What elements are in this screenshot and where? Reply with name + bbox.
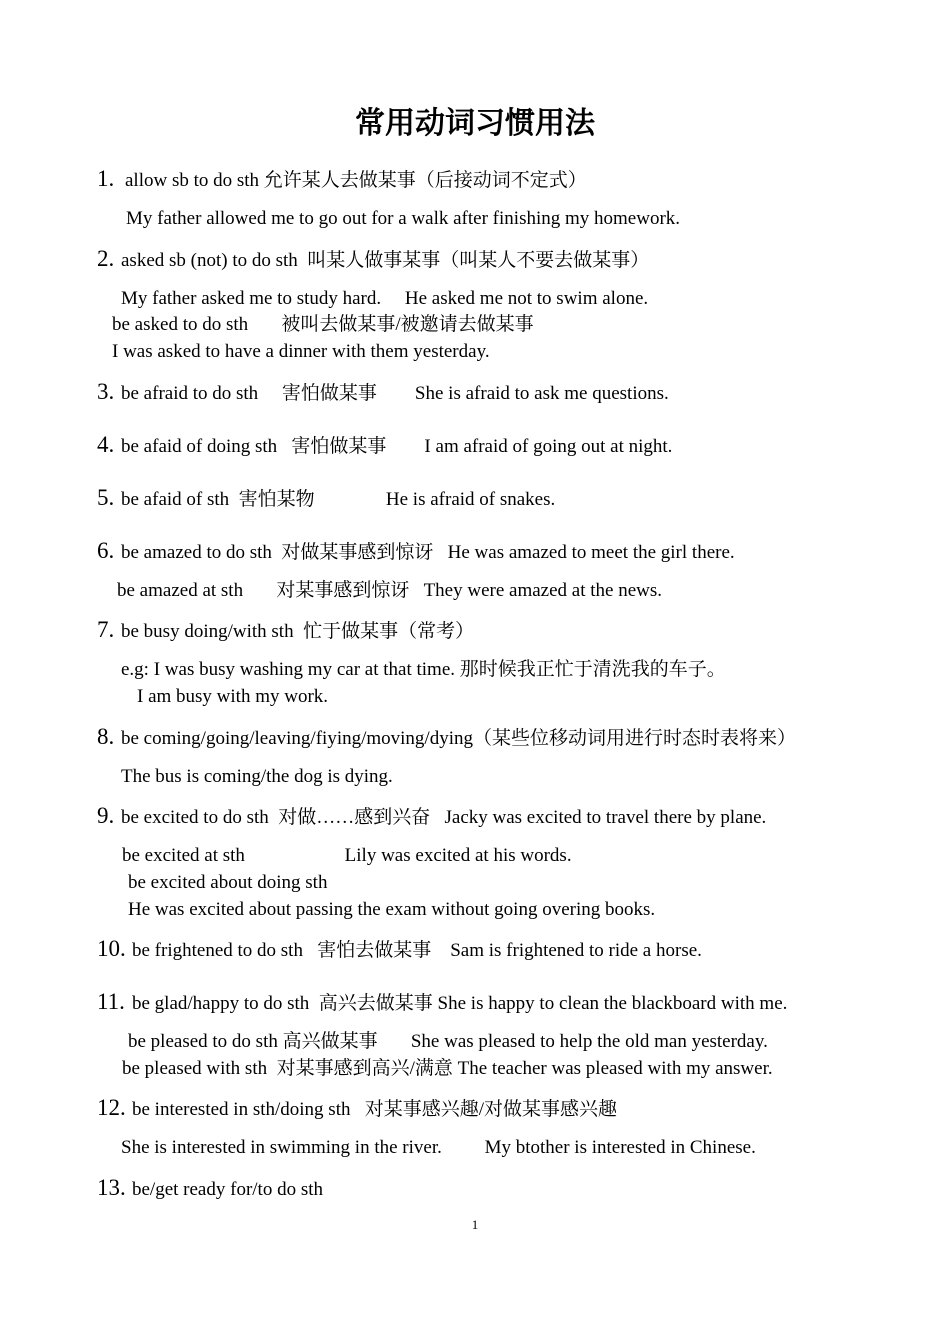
item-heading: allow sb to do sth 允许某人去做某事（后接动词不定式）: [125, 170, 587, 191]
item-number: 6.: [97, 538, 115, 563]
example-line: I was asked to have a dinner with them yesterday.: [112, 341, 490, 362]
example-line: be asked to do sth 被叫去做某事/被邀请去做某事: [112, 314, 534, 335]
item-heading: be afaid of sth 害怕某物 He is afraid of snakes.: [121, 489, 556, 510]
example-line: be pleased to do sth 高兴做某事 She was pleased to help the old man yesterday.: [128, 1031, 768, 1052]
item-number: 9.: [97, 803, 115, 828]
item-number: 4.: [97, 432, 115, 457]
item-number: 12.: [97, 1095, 126, 1120]
example-line: be excited at sth Lily was excited at his words.: [122, 845, 572, 866]
example-line: be excited about doing sth: [128, 872, 328, 893]
example-line: I am busy with my work.: [137, 686, 329, 707]
item-heading: be afraid to do sth 害怕做某事 She is afraid to ask me questions.: [121, 383, 669, 404]
example-line: e.g: I was busy washing my car at that time. 那时候我正忙于清洗我的车子。: [121, 659, 726, 680]
page-title: 常用动词习惯用法: [355, 107, 595, 140]
example-line: She is interested in swimming in the river. My btother is interested in Chinese.: [121, 1137, 756, 1158]
item-heading: be excited to do sth 对做……感到兴奋 Jacky was excited to travel there by plane.: [121, 807, 767, 828]
item-number: 7.: [97, 617, 115, 642]
item-heading: be/get ready for/to do sth: [132, 1179, 324, 1200]
item-number: 2.: [97, 246, 115, 271]
item-number: 1.: [97, 166, 115, 191]
item-number: 3.: [97, 379, 115, 404]
page-number: 1: [471, 1217, 479, 1232]
example-line: He was excited about passing the exam without going overing books.: [128, 899, 656, 920]
item-heading: be busy doing/with sth 忙于做某事（常考）: [121, 621, 475, 642]
example-line: My father allowed me to go out for a walk after finishing my homework.: [126, 208, 681, 229]
item-heading: be coming/going/leaving/fiying/moving/dying（某些位移动词用进行时态时表将来）: [121, 728, 796, 749]
item-heading: be interested in sth/doing sth 对某事感兴趣/对做某事感兴趣: [132, 1099, 618, 1120]
example-line: The bus is coming/the dog is dying.: [121, 766, 393, 787]
item-heading: be afaid of doing sth 害怕做某事 I am afraid of going out at night.: [121, 436, 673, 457]
example-line: My father asked me to study hard. He asked me not to swim alone.: [121, 288, 649, 309]
item-number: 8.: [97, 724, 115, 749]
example-line: be amazed at sth 对某事感到惊讶 They were amazed at the news.: [117, 580, 663, 601]
item-heading: be amazed to do sth 对做某事感到惊讶 He was amazed to meet the girl there.: [121, 542, 735, 563]
item-heading: be glad/happy to do sth 高兴去做某事 She is happy to clean the blackboard with me.: [132, 993, 788, 1014]
item-number: 5.: [97, 485, 115, 510]
item-number: 13.: [97, 1175, 126, 1200]
item-heading: asked sb (not) to do sth 叫某人做事某事（叫某人不要去做某事）: [121, 250, 650, 271]
item-heading: be frightened to do sth 害怕去做某事 Sam is frightened to ride a horse.: [132, 940, 702, 961]
item-number: 11.: [97, 989, 125, 1014]
example-line: be pleased with sth 对某事感到高兴/满意 The teacher was pleased with my answer.: [122, 1058, 773, 1079]
item-number: 10.: [97, 936, 126, 961]
